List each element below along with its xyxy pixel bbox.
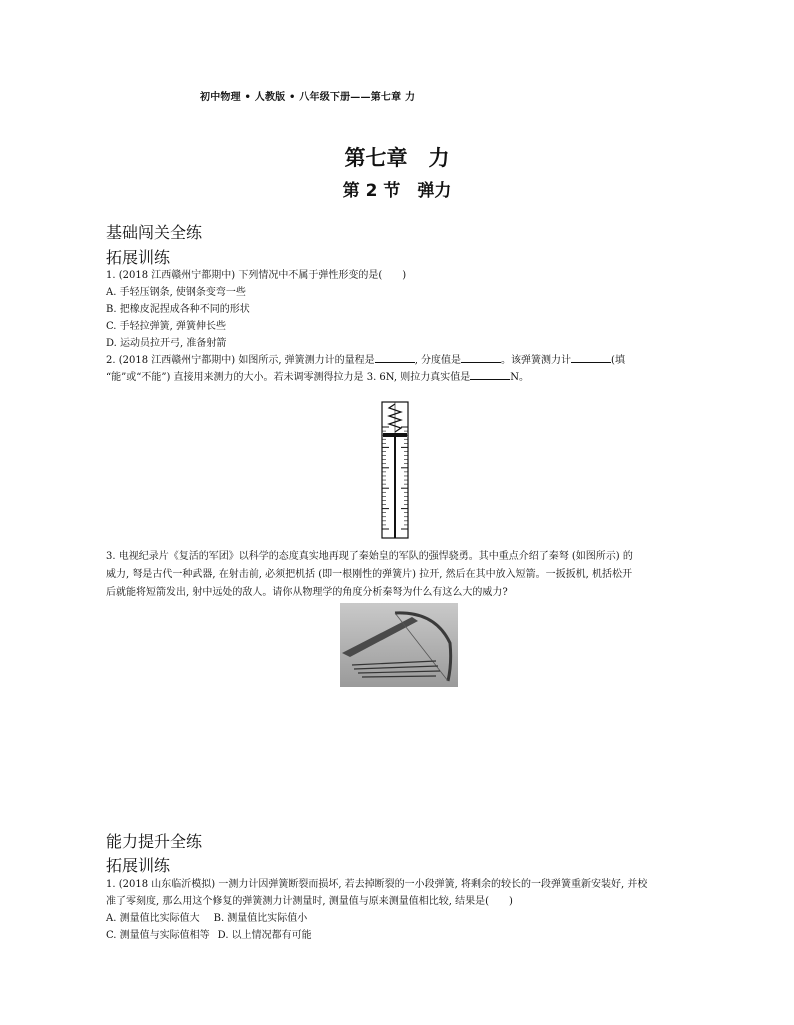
question-2-line2 xyxy=(106,369,726,386)
part2-subheading: 拓展训练 xyxy=(106,856,171,875)
q2-text-1: 2. (2018 江西赣州宁都期中) 如图所示, 弹簧测力计的量程是 xyxy=(106,355,375,366)
q2-text-3: 。该弹簧测力计 xyxy=(501,355,572,366)
crossbow-photo xyxy=(340,603,458,687)
chapter-title: 第七章 力 xyxy=(344,146,450,170)
question-3-line3: 后就能将短箭发出, 射中远处的敌人。请你从物理学的角度分析秦弩为什么有这么大的威力? xyxy=(106,587,508,598)
question-3-line2: 威力, 弩是古代一种武器, 在射击前, 必须把机括 (即一根刚性的弹簧片) 拉开, 然后在其中放入短箭。一扳扳机, 机括松开 xyxy=(106,569,632,580)
spring-scale-figure xyxy=(355,400,435,540)
answer-blank-range[interactable] xyxy=(375,352,415,363)
answer-blank-can-use[interactable] xyxy=(571,352,611,363)
p2-question-1-line2 xyxy=(106,893,726,910)
section-title: 第 2 节 弹力 xyxy=(342,181,452,201)
answer-blank-division[interactable] xyxy=(461,352,501,363)
pointer-icon xyxy=(383,433,407,437)
p2-q1-options-row1 xyxy=(106,910,706,927)
p2-q1-options-row2 xyxy=(106,927,706,944)
q2-text-4: (填 xyxy=(611,355,625,366)
q1-option-d: D. 运动员拉开弓, 准备射箭 xyxy=(106,338,227,349)
q1-option-c: C. 手轻拉弹簧, 弹簧伸长些 xyxy=(106,321,227,332)
page-header: 初中物理 • 人教版 • 八年级下册——第七章 力 xyxy=(200,92,416,103)
q2-text-2: , 分度值是 xyxy=(414,355,462,366)
answer-blank-true-value[interactable] xyxy=(470,369,510,380)
question-2 xyxy=(106,352,726,369)
p2-question-1-line1: 1. (2018 山东临沂模拟) 一测力计因弹簧断裂而损坏, 若去掉断裂的一小段弹簧, 将剩余的较长的一段弹簧重新安装好, 并校 xyxy=(106,879,648,890)
p2-q1-option-b: B. 测量值比实际值小 xyxy=(213,913,308,924)
part1-heading: 基础闯关全练 xyxy=(106,223,203,242)
q2-text-6: N。 xyxy=(510,372,530,383)
q1-option-b: B. 把橡皮泥捏成各种不同的形状 xyxy=(106,304,250,315)
p2-q1-option-d: D. 以上情况都有可能 xyxy=(217,930,312,941)
q1-option-a: A. 手轻压钢条, 使钢条变弯一些 xyxy=(106,287,246,298)
p2-q1-text: 准了零刻度, 那么用这个修复的弹簧测力计测量时, 测量值与原来测量值相比较, 结果是( xyxy=(106,896,489,907)
q1-stem: 1. (2018 江西赣州宁都期中) 下列情况中不属于弹性形变的是( xyxy=(106,270,383,281)
question-3-line1: 3. 电视纪录片《复活的军团》以科学的态度真实地再现了秦始皇的军队的强悍骁勇。其中重点介绍了秦弩 (如图所示) 的 xyxy=(106,551,633,562)
p2-q1-option-a: A. 测量值比实际值大 xyxy=(106,913,200,924)
part1-subheading: 拓展训练 xyxy=(106,248,171,267)
p2-q1-text-end: ) xyxy=(508,896,513,907)
p2-q1-option-c: C. 测量值与实际值相等 xyxy=(106,930,210,941)
q2-text-5: “能”或“不能”) 直接用来测力的大小。若未调零测得拉力是 3. 6N, 则拉力真实值是 xyxy=(106,372,471,383)
q1-stem-end: ) xyxy=(402,270,407,281)
part2-heading: 能力提升全练 xyxy=(106,832,203,851)
question-1 xyxy=(106,267,706,284)
